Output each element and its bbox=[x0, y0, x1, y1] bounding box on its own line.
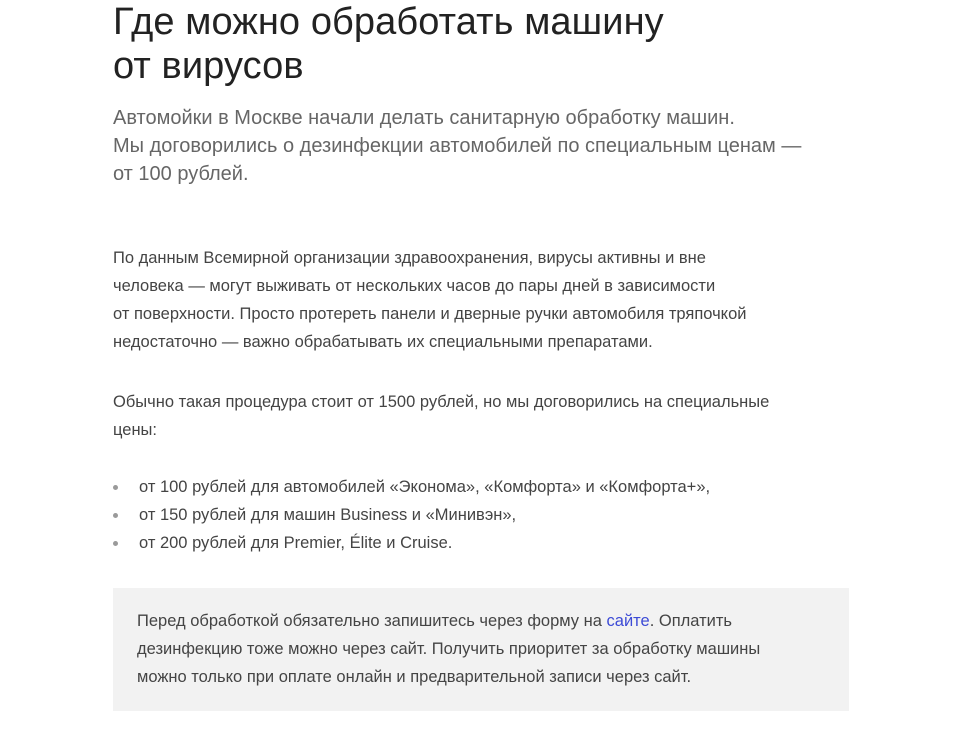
article bbox=[113, 0, 849, 711]
paragraph1-line-3: от поверхности. Просто протереть панели и дверные ручки автомобиля тряпочкой bbox=[113, 305, 747, 323]
note-line-1-after-link: . Оплатить bbox=[649, 612, 733, 630]
list-item-text: от 200 рублей для Premier, Élite и Cruise. bbox=[139, 534, 453, 552]
bullet-dot-icon bbox=[113, 513, 118, 518]
info-note-box bbox=[113, 588, 849, 711]
note-text bbox=[137, 607, 825, 691]
note-line-2: дезинфекцию тоже можно через сайт. Получить приоритет за обработку машины bbox=[137, 640, 761, 658]
lead-line-3: от 100 рублей. bbox=[113, 163, 249, 185]
paragraph1-line-1: По данным Всемирной организации здравоохранения, вирусы активны и вне bbox=[113, 249, 706, 267]
note-line-3: можно только при оплате онлайн и предварительной записи через сайт. bbox=[137, 668, 692, 686]
paragraph1-line-2: человека — могут выживать от нескольких часов до пары дней в зависимости bbox=[113, 277, 716, 295]
paragraph2-line-2: цены: bbox=[113, 421, 157, 439]
lead-paragraph bbox=[113, 104, 849, 188]
bullet-dot-icon bbox=[113, 485, 118, 490]
list-item-text: от 100 рублей для автомобилей «Эконома», «Комфорта» и «Комфорта+», bbox=[139, 478, 711, 496]
note-line-1-before-link: Перед обработкой обязательно запишитесь через форму на bbox=[137, 612, 607, 630]
paragraph2-line-1: Обычно такая процедура стоит от 1500 рублей, но мы договорились на специальные bbox=[113, 393, 770, 411]
lead-line-2: Мы договорились о дезинфекции автомобилей по специальным ценам — bbox=[113, 135, 802, 157]
title-line-2: от вирусов bbox=[113, 45, 304, 87]
paragraph1-line-4: недостаточно — важно обрабатывать их специальными препаратами. bbox=[113, 333, 653, 351]
list-item bbox=[113, 529, 849, 557]
list-item bbox=[113, 473, 849, 501]
title-line-1: Где можно обработать машину bbox=[113, 1, 664, 43]
site-link[interactable]: сайте bbox=[606, 612, 650, 630]
lead-line-1: Автомойки в Москве начали делать санитарную обработку машин. bbox=[113, 107, 735, 129]
paragraph-who-info bbox=[113, 244, 849, 356]
note-line-1 bbox=[137, 607, 825, 635]
price-list bbox=[113, 473, 849, 557]
page-title bbox=[113, 0, 849, 88]
list-item-text: от 150 рублей для машин Business и «Минивэн», bbox=[139, 506, 517, 524]
list-item bbox=[113, 501, 849, 529]
bullet-dot-icon bbox=[113, 541, 118, 546]
paragraph-price-info bbox=[113, 388, 849, 444]
